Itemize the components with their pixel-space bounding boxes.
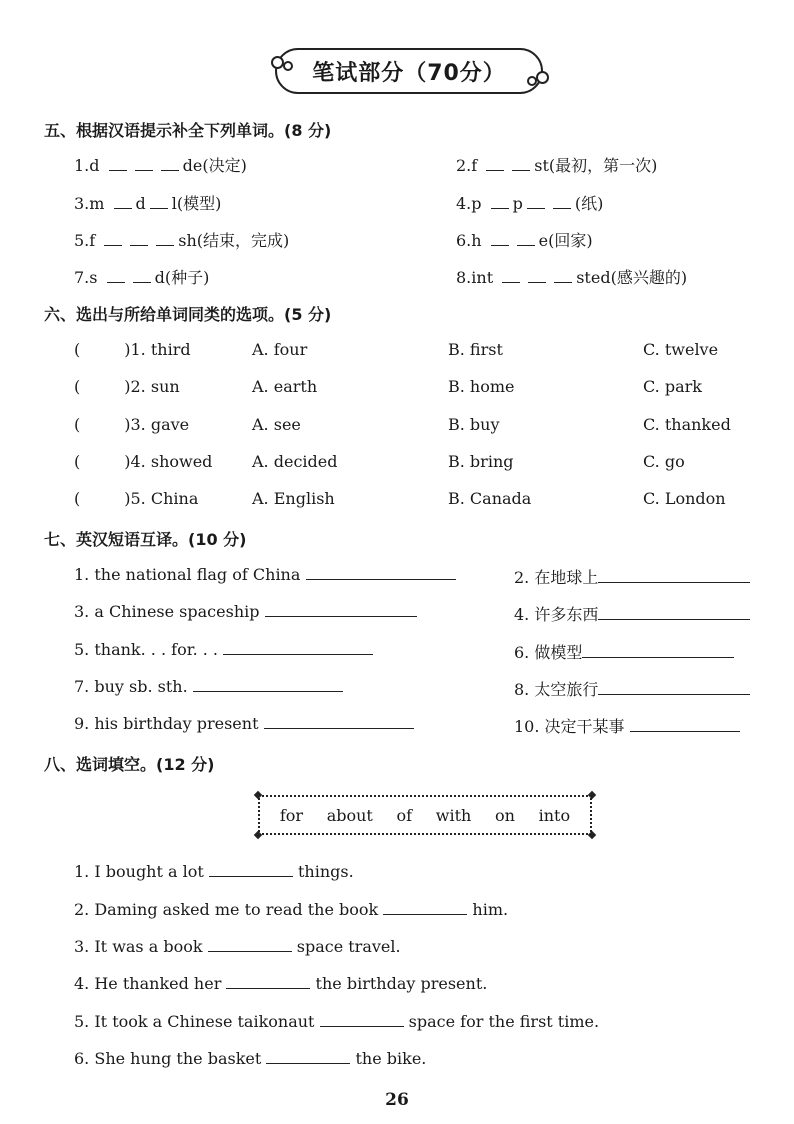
- answer-blank[interactable]: [265, 602, 417, 617]
- s5-item-2: 2.f st(最初，第一次): [456, 156, 658, 175]
- answer-blank[interactable]: [598, 680, 750, 695]
- option-b[interactable]: B. buy: [448, 415, 500, 434]
- answer-blank[interactable]: [223, 640, 373, 655]
- option-c[interactable]: C. park: [643, 377, 702, 396]
- letter-blank[interactable]: [502, 268, 520, 283]
- answer-blank[interactable]: [209, 862, 293, 877]
- answer-blank[interactable]: [383, 900, 467, 915]
- letter-blank[interactable]: [512, 156, 530, 171]
- s7-item: 1. the national flag of China: [74, 565, 456, 584]
- s7-item: 6. 做模型: [514, 640, 734, 663]
- s7-item: 2. 在地球上: [514, 565, 750, 588]
- decor-circle-icon: [536, 71, 549, 84]
- answer-blank[interactable]: [193, 677, 343, 692]
- word-option[interactable]: into: [538, 805, 571, 825]
- option-a[interactable]: A. decided: [252, 452, 338, 471]
- s5-item-8: 8.int sted(感兴趣的): [456, 268, 688, 287]
- s8-sentence: 1. I bought a lot things.: [74, 862, 354, 881]
- section6-heading: 六、选出与所给单词同类的选项。(5 分): [44, 305, 332, 324]
- s7-item: 5. thank. . . for. . .: [74, 640, 373, 659]
- letter-blank[interactable]: [517, 231, 535, 246]
- s5-item-7: 7.s d(种子): [74, 268, 210, 287]
- option-a[interactable]: A. earth: [252, 377, 318, 396]
- answer-blank[interactable]: [582, 643, 734, 658]
- letter-blank[interactable]: [109, 156, 127, 171]
- answer-blank[interactable]: [226, 974, 310, 989]
- s7-item: 8. 太空旅行: [514, 677, 750, 700]
- letter-blank[interactable]: [491, 231, 509, 246]
- option-c[interactable]: C. twelve: [643, 340, 719, 359]
- letter-blank[interactable]: [114, 194, 132, 209]
- letter-blank[interactable]: [130, 231, 148, 246]
- letter-blank[interactable]: [161, 156, 179, 171]
- s7-item: 4. 许多东西: [514, 602, 750, 625]
- letter-blank[interactable]: [104, 231, 122, 246]
- s7-item: 9. his birthday present: [74, 714, 414, 733]
- option-a[interactable]: A. see: [252, 415, 301, 434]
- word-bank: [258, 795, 592, 835]
- page-title: 笔试部分（70分）: [312, 60, 506, 86]
- s6-paren[interactable]: ( )4. showed: [74, 452, 213, 471]
- letter-blank[interactable]: [554, 268, 572, 283]
- answer-blank[interactable]: [264, 714, 414, 729]
- option-a[interactable]: A. four: [252, 340, 308, 359]
- s8-sentence: 5. It took a Chinese taikonaut space for the first time.: [74, 1012, 600, 1031]
- option-b[interactable]: B. bring: [448, 452, 514, 471]
- decor-circle-icon: [271, 56, 284, 69]
- diamond-icon: [254, 831, 262, 839]
- letter-blank[interactable]: [528, 268, 546, 283]
- word-option[interactable]: about: [326, 805, 373, 825]
- word-option[interactable]: for: [279, 805, 304, 825]
- answer-blank[interactable]: [208, 937, 292, 952]
- page-title-box: [275, 48, 543, 94]
- s8-sentence: 3. It was a book space travel.: [74, 937, 401, 956]
- s6-paren[interactable]: ( )1. third: [74, 340, 191, 359]
- diamond-icon: [588, 791, 596, 799]
- option-c[interactable]: C. go: [643, 452, 685, 471]
- letter-blank[interactable]: [486, 156, 504, 171]
- word-option[interactable]: with: [435, 805, 472, 825]
- diamond-icon: [588, 831, 596, 839]
- s8-sentence: 4. He thanked her the birthday present.: [74, 974, 488, 993]
- s6-paren[interactable]: ( )3. gave: [74, 415, 190, 434]
- option-c[interactable]: C. thanked: [643, 415, 731, 434]
- letter-blank[interactable]: [107, 268, 125, 283]
- answer-blank[interactable]: [598, 605, 750, 620]
- option-b[interactable]: B. Canada: [448, 489, 532, 508]
- s6-paren[interactable]: ( )2. sun: [74, 377, 180, 396]
- decor-circle-icon: [283, 61, 293, 71]
- letter-blank[interactable]: [150, 194, 168, 209]
- s5-item-6: 6.h e(回家): [456, 231, 593, 250]
- page-number: 26: [385, 1090, 409, 1110]
- answer-blank[interactable]: [306, 565, 456, 580]
- s5-item-5: 5.f sh(结束，完成): [74, 231, 290, 250]
- s5-item-3: 3.m d l(模型): [74, 194, 222, 213]
- letter-blank[interactable]: [156, 231, 174, 246]
- letter-blank[interactable]: [135, 156, 153, 171]
- letter-blank[interactable]: [553, 194, 571, 209]
- section8-heading: 八、选词填空。(12 分): [44, 755, 215, 774]
- s5-item-1: 1.d de(决定): [74, 156, 247, 175]
- s8-sentence: 6. She hung the basket the bike.: [74, 1049, 427, 1068]
- s7-item: 10. 决定干某事: [514, 714, 740, 737]
- section7-heading: 七、英汉短语互译。(10 分): [44, 530, 247, 549]
- section5-heading: 五、根据汉语提示补全下列单词。(8 分): [44, 121, 332, 140]
- word-option[interactable]: on: [494, 805, 515, 825]
- diamond-icon: [254, 791, 262, 799]
- s6-paren[interactable]: ( )5. China: [74, 489, 199, 508]
- s8-sentence: 2. Daming asked me to read the book him.: [74, 900, 509, 919]
- word-option[interactable]: of: [396, 805, 413, 825]
- letter-blank[interactable]: [491, 194, 509, 209]
- answer-blank[interactable]: [320, 1012, 404, 1027]
- option-b[interactable]: B. first: [448, 340, 503, 359]
- answer-blank[interactable]: [266, 1049, 350, 1064]
- s7-item: 3. a Chinese spaceship: [74, 602, 417, 621]
- answer-blank[interactable]: [630, 717, 740, 732]
- option-b[interactable]: B. home: [448, 377, 515, 396]
- option-a[interactable]: A. English: [252, 489, 335, 508]
- option-c[interactable]: C. London: [643, 489, 726, 508]
- s5-item-4: 4.p p (纸): [456, 194, 604, 213]
- letter-blank[interactable]: [133, 268, 151, 283]
- s7-item: 7. buy sb. sth.: [74, 677, 343, 696]
- letter-blank[interactable]: [527, 194, 545, 209]
- answer-blank[interactable]: [598, 568, 750, 583]
